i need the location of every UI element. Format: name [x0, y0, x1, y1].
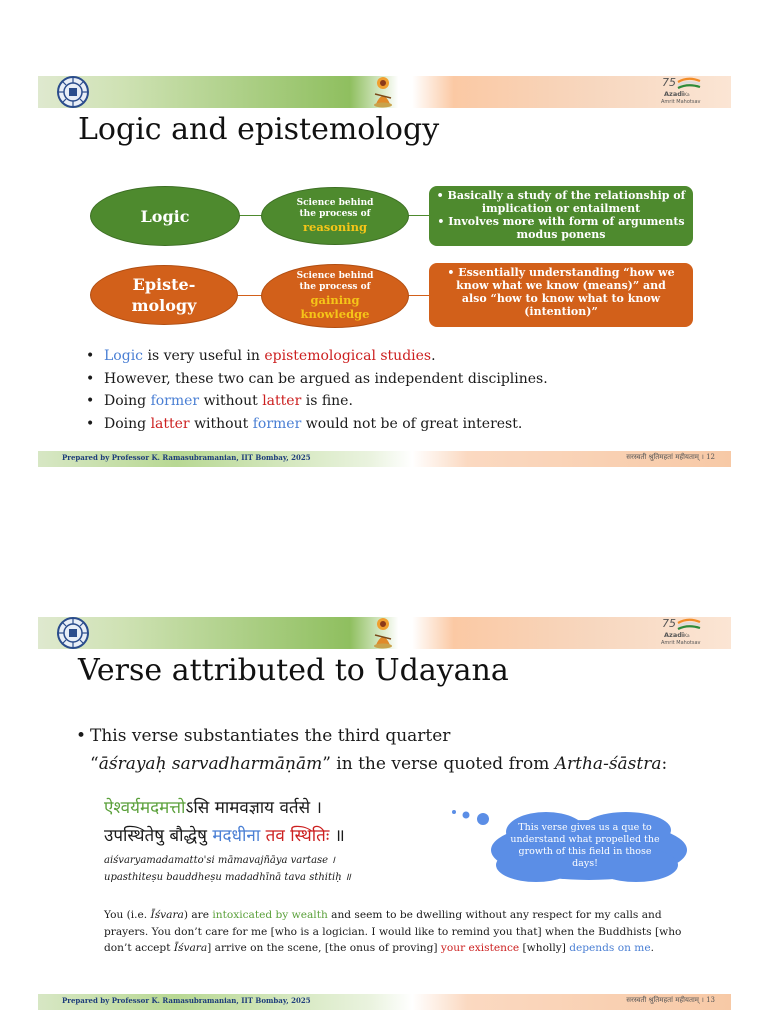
epistemology-oval [90, 265, 238, 325]
akam-azadi: Azadi [664, 631, 685, 639]
bullet-item: • Doing latter without former would not be of great interest. [104, 413, 548, 436]
slide-title: Logic and epistemology [78, 112, 440, 147]
epistemology-label: Episte-mology [131, 275, 197, 315]
intro-line-1: This verse substantiates the third quarter [90, 726, 451, 746]
footer-credit: Prepared by Professor K. Ramasubramanian, IIT Bombay, 2025 [62, 453, 311, 462]
logic-description-box [429, 186, 693, 246]
azadi-ka-amrit-mahotsav-logo [660, 615, 706, 647]
epistemology-point: • Essentially understanding “how we know what we know (means)” and also “how to know what to know (intention)” [447, 266, 675, 318]
bullet-item: • Doing former without latter is fine. [104, 390, 548, 413]
iit-bombay-logo [56, 75, 90, 109]
akam-ka: Ka [684, 634, 690, 639]
slide-title: Verse attributed to Udayana [78, 653, 509, 688]
akam-azadi: Azadi [664, 90, 685, 98]
akam-ka: Ka [684, 93, 690, 98]
verse-iast-line-2: upasthiteṣu bauddheṣu madadhīnā tava sthitiḥ ॥ [104, 872, 351, 883]
footer-page-number: सरस्वती श्रुतिमहतां महीयताम् । 12 [626, 453, 715, 461]
reasoning-keyword: reasoning [302, 220, 368, 234]
bullet-item: • However, these two can be argued as independent disciplines. [104, 368, 548, 391]
gaining-caption: Science behind the process of [296, 271, 374, 292]
akam-75: 75 [662, 76, 676, 89]
gaining-keyword: gaining knowledge [300, 293, 370, 321]
intro-bullet: • This verse substantiates the third quarter “āśrayaḥ sarvadharmāṇām” in the verse quoted from Artha-śāstra: [78, 722, 667, 778]
akam-mahotsav: Amrit Mahotsav [661, 640, 701, 646]
connector-line [236, 295, 264, 296]
verse-devanagari-line-2: उपस्थितेषु बौद्धेषु मदधीना तव स्थितिः ॥ [104, 826, 345, 846]
footer-page-number: सरस्वती श्रुतिमहतां महीयताम् । 13 [626, 996, 715, 1004]
saraswati-logo [371, 615, 395, 649]
cloud-text: This verse gives us a que to understand what propelled the growth of this field in those days! [510, 822, 660, 869]
slide-12 [0, 0, 768, 500]
footer-credit: Prepared by Professor K. Ramasubramanian, IIT Bombay, 2025 [62, 996, 311, 1005]
logic-point: • Involves more with form of arguments modus ponens [437, 215, 685, 241]
verse-iast-line-1: aiśvaryamadamatto'si māmavajñāya vartase । [104, 855, 336, 866]
azadi-ka-amrit-mahotsav-logo [660, 74, 706, 106]
slide-footer [38, 451, 731, 467]
epistemology-description-box [429, 263, 693, 327]
intro-line-2: “āśrayaḥ sarvadharmāṇām” in the verse quoted from Artha-śāstra: [90, 754, 668, 774]
akam-75: 75 [662, 617, 676, 630]
reasoning-oval [261, 187, 409, 245]
bullet-list [104, 345, 548, 435]
akam-mahotsav: Amrit Mahotsav [661, 99, 701, 105]
verse-translation: You (i.e. Īśvara) are intoxicated by wealth and seem to be dwelling without any respect for my calls and prayers. You don’t care for me [who is a logician. I would like to remind you that] when the Buddhists [who don’t accept Īśvara] arrive on the scene, [the onus of proving] your existence [wholly] depends on me. [104, 909, 682, 954]
logic-oval [90, 186, 240, 246]
gaining-knowledge-oval [261, 264, 409, 328]
logic-label: Logic [140, 206, 190, 226]
logic-point: • Basically a study of the relationship of implication or entailment [436, 189, 686, 215]
bullet-item: • Logic is very useful in epistemological studies. [104, 345, 548, 368]
connector-line [236, 215, 264, 216]
saraswati-logo [371, 74, 395, 108]
slide-footer [38, 994, 731, 1010]
reasoning-caption: Science behind the process of [296, 198, 374, 219]
thought-bubbles [450, 807, 498, 829]
iit-bombay-logo [56, 616, 90, 650]
verse-devanagari-line-1: ऐश्वर्यमदमत्तोऽसि मामवज्ञाय वर्तसे । [104, 798, 322, 818]
